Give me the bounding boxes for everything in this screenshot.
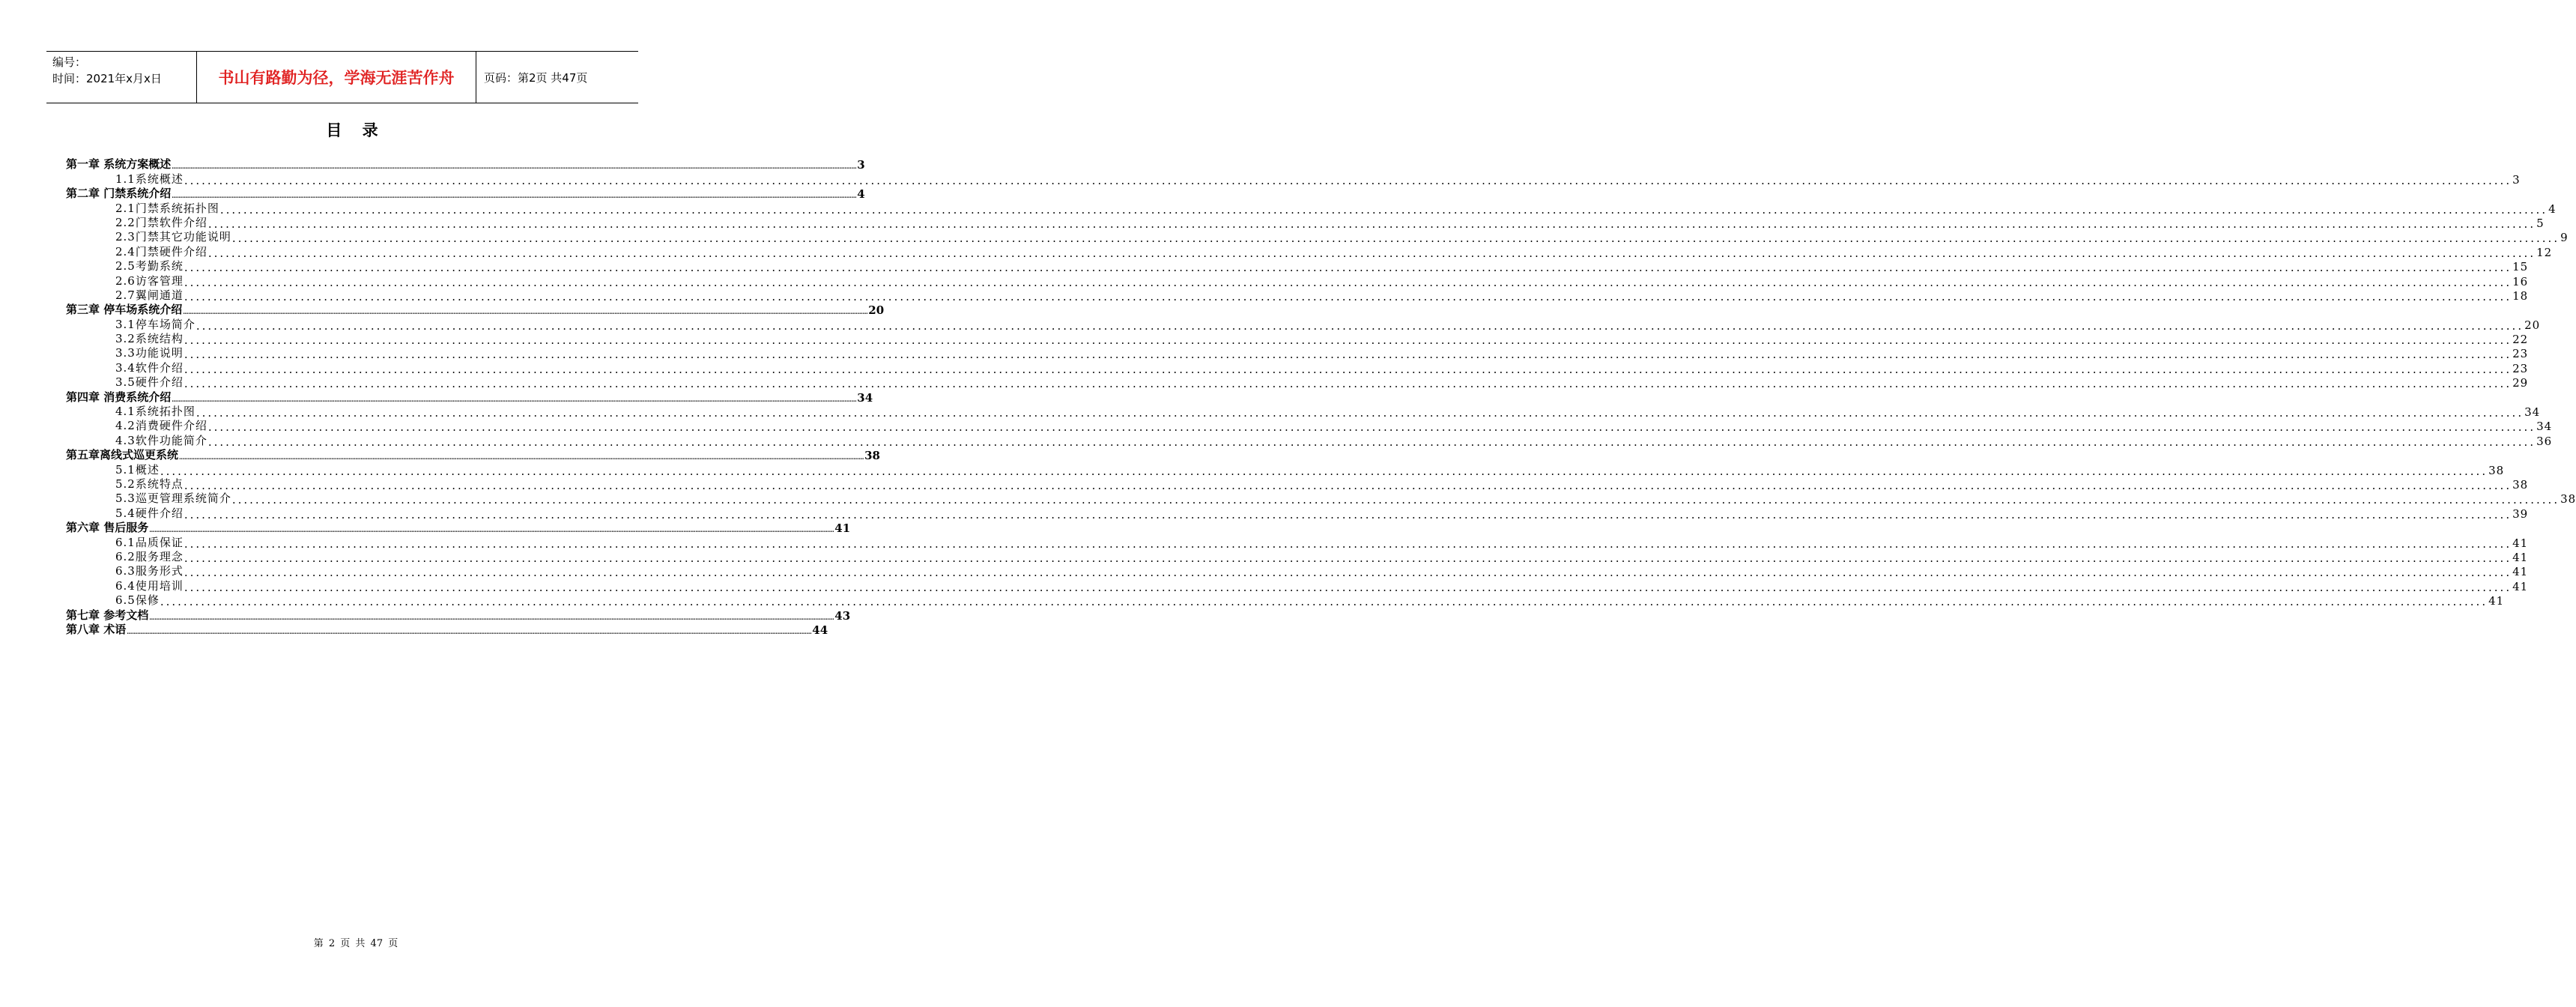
- toc-entry-label: 2.4门禁硬件介绍: [115, 244, 207, 258]
- toc-dot-leader: ................................................................................................................................................................................................................................................................................................................................................................................................................: [196, 406, 2524, 420]
- toc-chapter-entry[interactable]: [66, 448, 880, 463]
- toc-entry-page-number: 38: [864, 449, 880, 463]
- toc-dot-leader: ................................................................................................................................................................................................................................................................................................................................................................................................................: [149, 526, 834, 534]
- toc-section-entry[interactable]: [66, 578, 2529, 594]
- toc-entry-label: 4.2消费硬件介绍: [115, 419, 207, 433]
- toc-entry-label: 6.2服务理念: [115, 549, 184, 563]
- toc-entry-label: 2.1门禁系统拓扑图: [115, 201, 219, 215]
- toc-entry-page-number: 38: [2512, 477, 2529, 492]
- toc-dot-leader: ................................................................................................................................................................................................................................................................................................................................................................................................................: [184, 348, 2512, 362]
- toc-entry-label: 3.5硬件介绍: [115, 375, 184, 390]
- toc-entry-label: 2.3门禁其它功能说明: [115, 230, 231, 244]
- document-number-label: 编号：: [52, 55, 87, 69]
- toc-entry-page-number: 34: [2524, 405, 2541, 420]
- toc-chapter-entry[interactable]: [66, 622, 828, 637]
- toc-entry-label: 第三章 停车场系统介绍: [66, 303, 183, 317]
- toc-dot-leader: ................................................................................................................................................................................................................................................................................................................................................................................................................: [172, 395, 857, 403]
- toc-entry-label: 4.1系统拓扑图: [115, 405, 196, 419]
- toc-entry-label: 2.7翼闸通道: [115, 288, 184, 302]
- toc-dot-leader: ................................................................................................................................................................................................................................................................................................................................................................................................................: [184, 580, 2512, 594]
- toc-entry-label: 第二章 门禁系统介绍: [66, 187, 172, 201]
- toc-entry-page-number: 20: [868, 303, 885, 318]
- toc-section-entry[interactable]: [66, 462, 2505, 478]
- toc-section-entry[interactable]: [66, 201, 2557, 217]
- toc-dot-leader: ................................................................................................................................................................................................................................................................................................................................................................................................................: [184, 333, 2512, 348]
- toc-entry-page-number: 41: [2512, 536, 2529, 550]
- toc-section-entry[interactable]: [66, 230, 2569, 246]
- toc-entry-page-number: 20: [2524, 318, 2541, 332]
- toc-entry-page-number: 38: [2488, 463, 2505, 477]
- toc-entry-page-number: 15: [2512, 260, 2529, 274]
- toc-chapter-entry[interactable]: [66, 521, 851, 536]
- toc-entry-label: 2.6访客管理: [115, 273, 184, 288]
- toc-entry-page-number: 23: [2512, 361, 2529, 375]
- toc-dot-leader: ................................................................................................................................................................................................................................................................................................................................................................................................................: [127, 627, 812, 635]
- toc-section-entry[interactable]: [66, 477, 2529, 492]
- toc-entry-label: 1.1系统概述: [115, 172, 184, 186]
- toc-entry-label: 第一章 系统方案概述: [66, 157, 172, 172]
- toc-entry-page-number: 5: [2536, 216, 2545, 230]
- table-of-contents: [66, 157, 2576, 637]
- toc-entry-page-number: 3: [2512, 172, 2521, 187]
- toc-entry-page-number: 18: [2512, 288, 2529, 303]
- toc-entry-page-number: 4: [857, 187, 865, 202]
- toc-entry-label: 6.4使用培训: [115, 578, 184, 593]
- toc-dot-leader: ................................................................................................................................................................................................................................................................................................................................................................................................................: [184, 551, 2512, 565]
- toc-entry-page-number: 44: [812, 623, 828, 637]
- toc-dot-leader: ................................................................................................................................................................................................................................................................................................................................................................................................................: [184, 377, 2512, 391]
- toc-dot-leader: ................................................................................................................................................................................................................................................................................................................................................................................................................: [207, 435, 2536, 449]
- toc-dot-leader: ................................................................................................................................................................................................................................................................................................................................................................................................................: [184, 289, 2512, 303]
- toc-section-entry[interactable]: [66, 405, 2541, 420]
- toc-entry-label: 4.3软件功能简介: [115, 433, 207, 447]
- toc-section-entry[interactable]: [66, 259, 2529, 275]
- toc-chapter-entry[interactable]: [66, 608, 851, 623]
- toc-section-entry[interactable]: [66, 360, 2529, 376]
- toc-chapter-entry[interactable]: [66, 157, 865, 172]
- toc-chapter-entry[interactable]: [66, 187, 865, 202]
- toc-section-entry[interactable]: [66, 375, 2529, 391]
- toc-entry-page-number: 41: [2488, 594, 2505, 608]
- toc-dot-leader: ................................................................................................................................................................................................................................................................................................................................................................................................................: [184, 566, 2512, 580]
- toc-entry-page-number: 41: [2512, 579, 2529, 593]
- toc-section-entry[interactable]: [66, 549, 2529, 565]
- toc-entry-label: 第七章 参考文档: [66, 608, 149, 622]
- toc-entry-page-number: 22: [2512, 333, 2529, 347]
- header-page-info: 页码：第2页 共47页: [484, 70, 588, 85]
- toc-entry-label: 第四章 消费系统介绍: [66, 390, 172, 404]
- toc-entry-label: 2.2门禁软件介绍: [115, 215, 207, 229]
- toc-chapter-entry[interactable]: [66, 303, 885, 318]
- page-header: [46, 51, 638, 103]
- toc-dot-leader: ................................................................................................................................................................................................................................................................................................................................................................................................................: [184, 173, 2512, 187]
- toc-entry-label: 6.1品质保证: [115, 535, 184, 549]
- toc-entry-page-number: 34: [2536, 420, 2553, 434]
- header-motto: 书山有路勤为径，学海无涯苦作舟: [197, 52, 476, 103]
- toc-entry-page-number: 41: [2512, 550, 2529, 564]
- toc-section-entry[interactable]: [66, 317, 2541, 333]
- toc-entry-page-number: 3: [857, 158, 865, 172]
- toc-dot-leader: ................................................................................................................................................................................................................................................................................................................................................................................................................: [207, 246, 2536, 260]
- toc-dot-leader: ................................................................................................................................................................................................................................................................................................................................................................................................................: [184, 536, 2512, 551]
- toc-dot-leader: ................................................................................................................................................................................................................................................................................................................................................................................................................: [172, 163, 857, 171]
- toc-entry-label: 3.2系统结构: [115, 332, 184, 346]
- toc-section-entry[interactable]: [66, 419, 2553, 435]
- toc-dot-leader: ................................................................................................................................................................................................................................................................................................................................................................................................................: [207, 217, 2536, 231]
- toc-section-entry[interactable]: [66, 564, 2529, 580]
- toc-entry-page-number: 34: [857, 390, 873, 405]
- toc-section-entry[interactable]: [66, 506, 2529, 521]
- toc-entry-label: 6.5保修: [115, 593, 160, 608]
- toc-entry-label: 3.4软件介绍: [115, 360, 184, 375]
- toc-dot-leader: ................................................................................................................................................................................................................................................................................................................................................................................................................: [231, 232, 2560, 246]
- toc-dot-leader: ................................................................................................................................................................................................................................................................................................................................................................................................................: [184, 507, 2512, 521]
- toc-chapter-entry[interactable]: [66, 390, 873, 405]
- toc-dot-leader: ................................................................................................................................................................................................................................................................................................................................................................................................................: [160, 595, 2488, 609]
- toc-entry-page-number: 41: [2512, 565, 2529, 579]
- toc-dot-leader: ................................................................................................................................................................................................................................................................................................................................................................................................................: [149, 613, 834, 621]
- toc-section-entry[interactable]: [66, 273, 2529, 289]
- toc-entry-label: 5.1概述: [115, 462, 160, 477]
- toc-section-entry[interactable]: [66, 288, 2529, 303]
- toc-dot-leader: ................................................................................................................................................................................................................................................................................................................................................................................................................: [184, 478, 2512, 492]
- toc-section-entry[interactable]: [66, 535, 2529, 551]
- toc-entry-label: 5.2系统特点: [115, 477, 184, 491]
- toc-dot-leader: ................................................................................................................................................................................................................................................................................................................................................................................................................: [172, 192, 857, 200]
- toc-section-entry[interactable]: [66, 172, 2521, 187]
- toc-entry-page-number: 12: [2536, 245, 2553, 259]
- toc-dot-leader: ................................................................................................................................................................................................................................................................................................................................................................................................................: [184, 275, 2512, 289]
- header-meta-cell: [46, 52, 197, 103]
- page-footer: 第 2 页 共 47 页: [313, 938, 398, 949]
- toc-dot-leader: ................................................................................................................................................................................................................................................................................................................................................................................................................: [183, 308, 868, 316]
- toc-entry-label: 第六章 售后服务: [66, 521, 149, 535]
- toc-dot-leader: ................................................................................................................................................................................................................................................................................................................................................................................................................: [184, 362, 2512, 376]
- toc-section-entry[interactable]: [66, 433, 2553, 449]
- toc-section-entry[interactable]: [66, 593, 2505, 609]
- toc-entry-label: 3.1停车场简介: [115, 317, 196, 331]
- toc-entry-page-number: 39: [2512, 506, 2529, 521]
- toc-entry-page-number: 41: [834, 521, 851, 536]
- toc-entry-label: 3.3功能说明: [115, 346, 184, 360]
- toc-entry-page-number: 16: [2512, 274, 2529, 288]
- toc-dot-leader: ................................................................................................................................................................................................................................................................................................................................................................................................................: [219, 202, 2548, 217]
- toc-section-entry[interactable]: [66, 346, 2529, 362]
- toc-dot-leader: ................................................................................................................................................................................................................................................................................................................................................................................................................: [184, 261, 2512, 275]
- toc-dot-leader: ................................................................................................................................................................................................................................................................................................................................................................................................................: [207, 420, 2536, 435]
- toc-entry-page-number: 9: [2560, 231, 2569, 245]
- toc-entry-page-number: 36: [2536, 434, 2553, 448]
- toc-section-entry[interactable]: [66, 492, 2576, 507]
- toc-dot-leader: ................................................................................................................................................................................................................................................................................................................................................................................................................: [196, 318, 2524, 333]
- toc-entry-label: 第八章 术语: [66, 622, 127, 636]
- toc-entry-label: 第五章离线式巡更系统: [66, 448, 179, 462]
- toc-section-entry[interactable]: [66, 244, 2553, 260]
- toc-entry-label: 2.5考勤系统: [115, 259, 184, 273]
- toc-dot-leader: ................................................................................................................................................................................................................................................................................................................................................................................................................: [231, 493, 2560, 507]
- toc-entry-page-number: 43: [834, 608, 851, 623]
- toc-entry-page-number: 29: [2512, 376, 2529, 390]
- toc-entry-label: 5.3巡更管理系统简介: [115, 492, 231, 506]
- toc-section-entry[interactable]: [66, 332, 2529, 348]
- toc-title: 目 录: [326, 121, 386, 139]
- toc-entry-label: 5.4硬件介绍: [115, 506, 184, 520]
- toc-entry-page-number: 23: [2512, 347, 2529, 361]
- toc-entry-label: 6.3服务形式: [115, 564, 184, 578]
- toc-dot-leader: ................................................................................................................................................................................................................................................................................................................................................................................................................: [160, 464, 2488, 478]
- toc-entry-page-number: 4: [2548, 202, 2557, 216]
- toc-section-entry[interactable]: [66, 215, 2545, 231]
- toc-entry-page-number: 38: [2560, 492, 2576, 506]
- document-time-label: 时间：2021年x月x日: [52, 72, 162, 85]
- toc-dot-leader: ................................................................................................................................................................................................................................................................................................................................................................................................................: [179, 453, 864, 462]
